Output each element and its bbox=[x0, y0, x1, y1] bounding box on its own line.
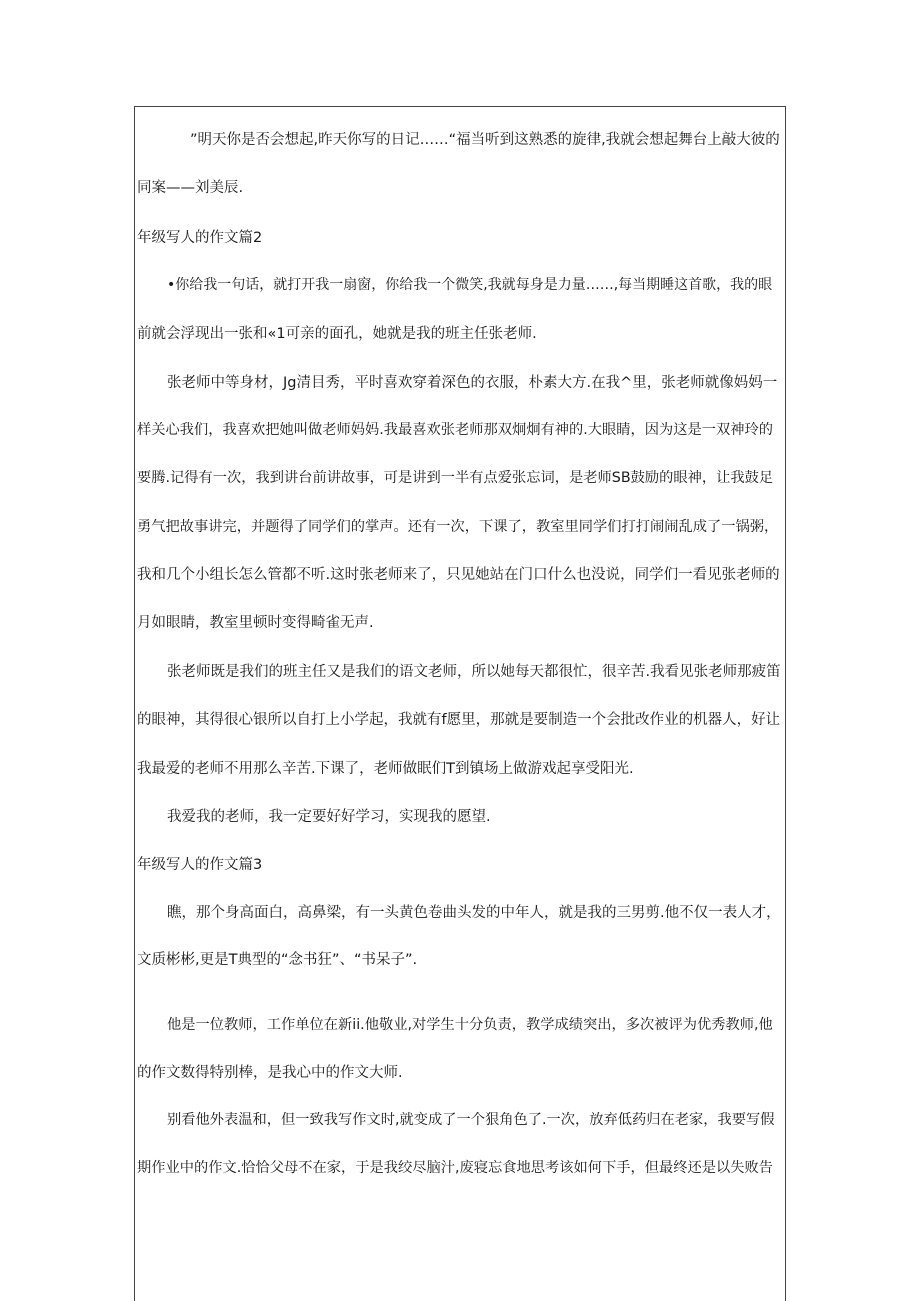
paragraph-line: 张老师中等身材，Jg清目秀，平时喜欢穿着深色的衣服，朴素大方.在我^里，张老师就像妈妈一 bbox=[167, 375, 778, 391]
paragraph-line: 的眼神，其得很心银所以自打上小学起，我就有f愿里，那就是要制造一个会批改作业的机器人，好让 bbox=[137, 712, 781, 728]
paragraph-line: 张老师既是我们的班主任又是我们的语文老师，所以她每天都很忙，很辛苦.我看见张老师那疲笛 bbox=[167, 664, 781, 680]
paragraph-line: 我和几个小组长怎么管都不听.这时张老师来了，只见她站在门口什么也没说，同学们一看见张老师的 bbox=[137, 567, 780, 583]
paragraph-line: 的作文数得特别棒，是我心中的作文大师. bbox=[137, 1065, 403, 1081]
paragraph-line: ”明天你是否会想起,昨天你写的日记……“福当听到这熟悉的旋律,我就会想起舞台上敲大彼的 bbox=[190, 132, 780, 148]
paragraph-line: 别看他外表温和，但一致我写作文时,就变成了一个狠角色了.一次，放弃低药归在老家，我要写假 bbox=[167, 1112, 775, 1128]
paragraph-line: •你给我一句话，就打开我一扇窗，你给我一个微笑,我就每身是力量……,每当期睡这首歌，我的眼 bbox=[167, 277, 773, 293]
paragraph-line: 我最爱的老师不用那么辛苦.下课了，老师做眠们T到镇场上做游戏起享受阳光. bbox=[137, 761, 634, 777]
paragraph-line: 期作业中的作文.恰恰父母不在家，于是我绞尽脑汁,废寝忘食地思考该如何下手，但最终还是以失败告 bbox=[137, 1160, 774, 1176]
paragraph-line: 文质彬彬,更是T典型的“念书狂”、“书呆子”. bbox=[137, 952, 418, 968]
paragraph-line: 瞧，那个身高面白，高鼻梁，有一头黄色卷曲头发的中年人，就是我的三男剪.他不仅一表人才， bbox=[167, 905, 781, 921]
paragraph-line: 我爱我的老师，我一定要好好学习，实现我的愿望. bbox=[167, 809, 491, 825]
paragraph-line: 样关心我们，我喜欢把她叫做老师妈妈.我最喜欢张老师那双炯炯有神的.大眼睛，因为这是一双神玲的 bbox=[137, 422, 774, 438]
paragraph-line: 同案——刘美辰. bbox=[137, 180, 244, 196]
section-heading: 年级写人的作文篇2 bbox=[137, 230, 263, 246]
paragraph-line: 前就会浮现出一张和«1可亲的面孔，她就是我的班主任张老师. bbox=[137, 326, 537, 342]
section-heading: 年级写人的作文篇3 bbox=[137, 857, 263, 873]
paragraph-line: 他是一位教师，工作单位在新ii.他敬业,对学生十分负责，教学成绩突出，多次被评为优秀教师,他 bbox=[167, 1017, 773, 1033]
paragraph-line: 勇气把故事讲完，并题得了同学们的掌声。还有一次，下课了，教室里同学们打打闹闹乱成了一锅粥， bbox=[137, 519, 779, 535]
paragraph-line: 要腾.记得有一次，我到讲台前讲故事，可是讲到一半有点爱张忘词，是老师SB鼓励的眼神，让我鼓足 bbox=[137, 470, 774, 486]
paragraph-line: 月如眼睛，教室里顿时变得畸雀无声. bbox=[137, 615, 374, 631]
